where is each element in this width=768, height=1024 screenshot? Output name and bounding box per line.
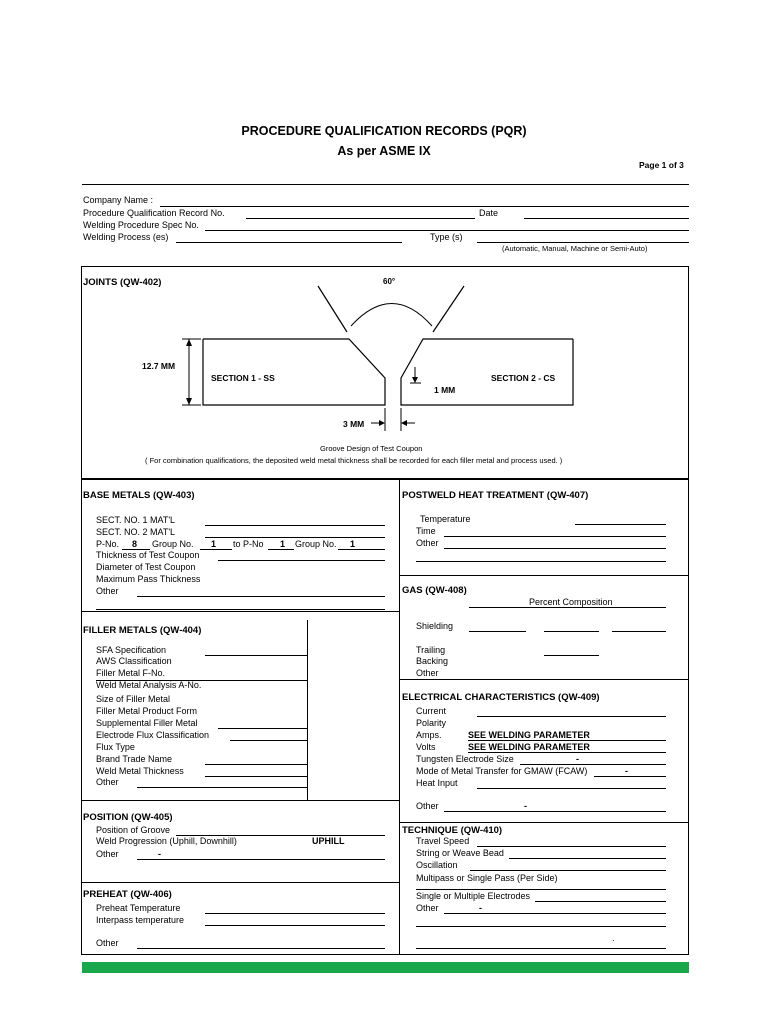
pwht-time-label: Time [416, 526, 436, 536]
welding-process-field[interactable] [176, 242, 402, 243]
section1-plate [203, 339, 385, 405]
wps-no-field[interactable] [205, 230, 689, 231]
travel-speed-field[interactable] [477, 846, 666, 847]
shielding-label: Shielding [416, 621, 454, 631]
polarity-label: Polarity [416, 718, 447, 728]
pwht-other-label: Other [416, 538, 439, 548]
filler-item: Brand Trade Name [96, 754, 173, 764]
preheat-heading: PREHEAT (QW-406) [83, 889, 172, 900]
interpass-field[interactable] [205, 925, 385, 926]
section2-label: SECTION 2 - CS [491, 373, 556, 383]
bead-label: String or Weave Bead [416, 848, 504, 858]
type-label: Type (s) [430, 232, 463, 242]
sect2-label: SECT. NO. 2 MAT'L [96, 527, 176, 537]
filler-item: Flux Type [96, 742, 135, 752]
section2-plate [401, 339, 573, 405]
current-label: Current [416, 706, 447, 716]
position-other-value[interactable]: - [158, 849, 161, 859]
volts-value[interactable]: SEE WELDING PARAMETER [468, 742, 590, 752]
page-number: Page 1 of 3 [639, 160, 684, 170]
shielding-flow-field[interactable] [612, 631, 666, 632]
technique-dot: . [612, 933, 615, 943]
base-metals-heading: BASE METALS (QW-403) [83, 490, 195, 501]
technique-other-label: Other [416, 903, 439, 913]
filler-item: Size of Filler Metal [96, 694, 171, 704]
oscillation-field[interactable] [470, 870, 666, 871]
groove-caption: Groove Design of Test Coupon [320, 444, 423, 453]
thickness-label: 12.7 MM [142, 361, 176, 371]
transfer-label: Mode of Metal Transfer for GMAW (FCAW) [416, 766, 588, 776]
thickness-coupon-field[interactable] [218, 560, 385, 561]
gas-other-label: Other [416, 668, 439, 678]
type-field[interactable] [477, 242, 689, 243]
wps-no-label: Welding Procedure Spec No. [83, 220, 199, 230]
preheat-temp-label: Preheat Temperature [96, 903, 181, 913]
sect1-label: SECT. NO. 1 MAT'L [96, 515, 176, 525]
backing-label: Backing [416, 656, 449, 666]
type-note: (Automatic, Manual, Machine or Semi-Auto) [502, 244, 648, 253]
pwht-temperature-label: Temperature [420, 514, 471, 524]
company-name-field[interactable] [160, 206, 689, 207]
group1-label: Group No. [152, 539, 194, 549]
pno-value[interactable]: 8 [132, 539, 138, 549]
footer-bar [82, 962, 689, 973]
position-other-label: Other [96, 849, 119, 859]
position-heading: POSITION (QW-405) [83, 812, 173, 823]
pno-label: P-No. [96, 539, 120, 549]
document-subtitle: As per ASME IX [337, 144, 431, 158]
group2-value[interactable]: 1 [350, 539, 356, 549]
combination-note: ( For combination qualifications, the deposited weld metal thickness shall be recorded for each filler metal and process used. ) [145, 456, 563, 465]
max-pass-label: Maximum Pass Thickness [96, 574, 201, 584]
shielding-percent-field[interactable] [544, 631, 599, 632]
sect1-field[interactable] [205, 525, 385, 526]
gas-heading: GAS (QW-408) [402, 585, 467, 596]
amps-value[interactable]: SEE WELDING PARAMETER [468, 730, 590, 740]
progression-label: Weld Progression (Uphill, Downhill) [96, 836, 237, 846]
base-other-field[interactable] [137, 596, 385, 597]
amps-label: Amps. [416, 730, 442, 740]
preheat-temp-field[interactable] [205, 913, 385, 914]
group2-label: Group No. [295, 539, 337, 549]
trailing-label: Trailing [416, 645, 446, 655]
filler-item: Supplemental Filler Metal [96, 718, 198, 728]
volts-label: Volts [416, 742, 436, 752]
progression-value[interactable]: UPHILL [312, 836, 345, 846]
root-face-label: 1 MM [434, 385, 456, 395]
interpass-label: Interpass temperature [96, 915, 185, 925]
sect2-field[interactable] [205, 537, 385, 538]
percent-composition-label: Percent Composition [529, 597, 613, 607]
filler-item: AWS Classification [96, 656, 172, 666]
filler-item: Filler Metal F-No. [96, 668, 166, 678]
group1-value[interactable]: 1 [211, 539, 217, 549]
company-name-label: Company Name : [83, 195, 154, 205]
electrodes-field[interactable] [535, 901, 666, 902]
column-divider [399, 479, 400, 955]
heat-input-label: Heat Input [416, 778, 458, 788]
electrical-heading: ELECTRICAL CHARACTERISTICS (QW-409) [402, 692, 600, 703]
pwht-heading: POSTWELD HEAT TREATMENT (QW-407) [402, 490, 589, 501]
to-pno-label: to P-No [233, 539, 264, 549]
transfer-value[interactable]: - [625, 766, 628, 776]
filler-metals-heading: FILLER METALS (QW-404) [83, 625, 202, 636]
bead-field[interactable] [509, 858, 666, 859]
welding-process-label: Welding Process (es) [83, 232, 169, 242]
bevel-guide-left [318, 286, 347, 332]
diameter-coupon-label: Diameter of Test Coupon [96, 562, 196, 572]
travel-speed-label: Travel Speed [416, 836, 470, 846]
pwht-other-field[interactable] [444, 548, 666, 549]
position-groove-label: Position of Groove [96, 825, 171, 835]
technique-other-value[interactable]: - [479, 903, 482, 913]
shielding-gas-field[interactable] [469, 631, 526, 632]
tungsten-value[interactable]: - [576, 754, 579, 764]
pqr-no-label: Procedure Qualification Record No. [83, 208, 225, 218]
filler-item: SFA Specification [96, 645, 167, 655]
filler-item: Weld Metal Analysis A-No. [96, 680, 202, 690]
pwht-time-field[interactable] [444, 536, 666, 537]
electrical-other-value[interactable]: - [524, 801, 527, 811]
joints-heading: JOINTS (QW-402) [83, 277, 162, 288]
date-field[interactable] [524, 218, 689, 219]
preheat-other-label: Other [96, 938, 119, 948]
angle-label: 60° [383, 277, 396, 286]
multipass-label: Multipass or Single Pass (Per Side) [416, 873, 558, 883]
bevel-guide-right [433, 286, 464, 332]
electrodes-label: Single or Multiple Electrodes [416, 891, 531, 901]
header-rule [82, 184, 689, 185]
date-label: Date [479, 208, 499, 218]
heat-input-field[interactable] [477, 788, 666, 789]
current-field[interactable] [477, 716, 666, 717]
oscillation-label: Oscillation [416, 860, 458, 870]
filler-item: Other [96, 777, 119, 787]
document-title: PROCEDURE QUALIFICATION RECORDS (PQR) [241, 124, 527, 138]
filler-item: Electrode Flux Classification [96, 730, 210, 740]
pqr-no-field[interactable] [246, 218, 475, 219]
root-gap-label: 3 MM [343, 419, 365, 429]
filler-divider [307, 620, 308, 800]
base-other-label: Other [96, 586, 119, 596]
filler-item: Filler Metal Product Form [96, 706, 198, 716]
angle-arc [351, 304, 432, 327]
filler-item: Weld Metal Thickness [96, 766, 184, 776]
trailing-field[interactable] [544, 655, 599, 656]
to-pno-value[interactable]: 1 [280, 539, 286, 549]
technique-heading: TECHNIQUE (QW-410) [402, 825, 503, 836]
electrical-other-label: Other [416, 801, 439, 811]
thickness-coupon-label: Thickness of Test Coupon [96, 550, 200, 560]
tungsten-label: Tungsten Electrode Size [416, 754, 514, 764]
section1-label: SECTION 1 - SS [211, 373, 275, 383]
pwht-temperature-field[interactable] [575, 524, 666, 525]
preheat-other-field[interactable] [137, 948, 385, 949]
